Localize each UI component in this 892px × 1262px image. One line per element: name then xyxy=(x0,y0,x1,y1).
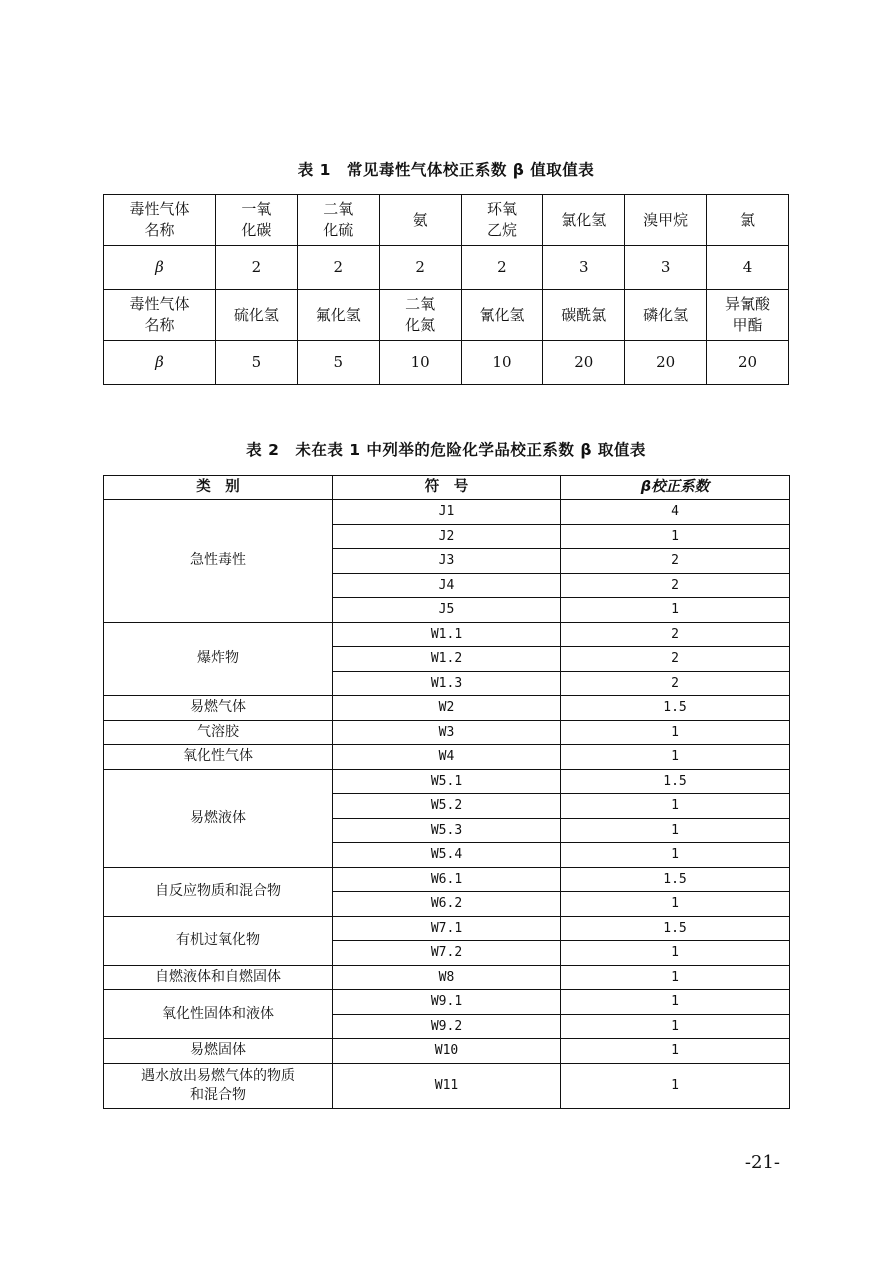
table2-category-cell: 急性毒性 xyxy=(104,500,333,623)
table1-gas-name: 碳酰氯 xyxy=(543,290,625,341)
table-row xyxy=(104,745,790,770)
table1-beta-value: 20 xyxy=(543,341,625,385)
table2-coefficient-cell: 1 xyxy=(561,598,790,623)
table1-beta-value: 4 xyxy=(707,246,789,290)
table-row xyxy=(104,696,790,721)
table2-symbol-cell: J4 xyxy=(333,573,561,598)
table2-symbol-cell: W3 xyxy=(333,720,561,745)
table2-coefficient-cell: 1 xyxy=(561,1039,790,1064)
table2-coefficient-cell: 2 xyxy=(561,671,790,696)
table1-gas-name: 溴甲烷 xyxy=(625,195,707,246)
table2-coefficient-cell: 1.5 xyxy=(561,696,790,721)
table1-gas-name: 氰化氢 xyxy=(461,290,543,341)
table1-gas-name: 二氧 化硫 xyxy=(297,195,379,246)
table2-coefficient-cell: 1 xyxy=(561,794,790,819)
table2-category-cell: 有机过氧化物 xyxy=(104,916,333,965)
table2-symbol-cell: W1.1 xyxy=(333,622,561,647)
table1-caption: 表 1 常见毒性气体校正系数 β 值取值表 xyxy=(297,161,595,179)
table2-symbol-cell: J1 xyxy=(333,500,561,525)
table2-category-cell: 遇水放出易燃气体的物质 和混合物 xyxy=(104,1063,333,1108)
table2-category-cell: 自反应物质和混合物 xyxy=(104,867,333,916)
table1-row-header-beta: β xyxy=(104,341,216,385)
table2-symbol-cell: W6.1 xyxy=(333,867,561,892)
table2-symbol-cell: W10 xyxy=(333,1039,561,1064)
table2-symbol-cell: W9.1 xyxy=(333,990,561,1015)
table1-gas-name: 磷化氢 xyxy=(625,290,707,341)
table2-header-category: 类 别 xyxy=(104,476,333,500)
table1-beta-value: 2 xyxy=(379,246,461,290)
table2-coefficient-cell: 1.5 xyxy=(561,867,790,892)
table2-coefficient-cell: 1 xyxy=(561,524,790,549)
table-row xyxy=(104,965,790,990)
table1-gas-name: 氯化氢 xyxy=(543,195,625,246)
table1-beta-value: 2 xyxy=(216,246,298,290)
table1-name-row-1 xyxy=(104,195,789,246)
table2-symbol-cell: J5 xyxy=(333,598,561,623)
table2-category-cell: 易燃固体 xyxy=(104,1039,333,1064)
table1-beta-value: 2 xyxy=(297,246,379,290)
table1-name-row-2 xyxy=(104,290,789,341)
table1-gas-name: 氟化氢 xyxy=(297,290,379,341)
table-row xyxy=(104,1039,790,1064)
table2-symbol-cell: W1.2 xyxy=(333,647,561,672)
table1-beta-value: 3 xyxy=(543,246,625,290)
table1-row-header-name: 毒性气体 名称 xyxy=(104,195,216,246)
table2-symbol-cell: W1.3 xyxy=(333,671,561,696)
table-row xyxy=(104,769,790,794)
table2-coefficient-cell: 1 xyxy=(561,818,790,843)
table1-gas-name: 氯 xyxy=(707,195,789,246)
table2-coefficient-cell: 1 xyxy=(561,745,790,770)
table2-header-coefficient: β校正系数 xyxy=(561,476,790,500)
table2-category-cell: 易燃气体 xyxy=(104,696,333,721)
table2-symbol-cell: W5.3 xyxy=(333,818,561,843)
table2-coefficient-cell: 1 xyxy=(561,1063,790,1108)
table2-coefficient-cell: 1 xyxy=(561,892,790,917)
table2-body xyxy=(104,476,790,1109)
table-row xyxy=(104,867,790,892)
table2-coefficient-cell: 2 xyxy=(561,573,790,598)
table1-row-header-name: 毒性气体 名称 xyxy=(104,290,216,341)
table2-header-row xyxy=(104,476,790,500)
table2-symbol-cell: W8 xyxy=(333,965,561,990)
table2-category-cell: 气溶胶 xyxy=(104,720,333,745)
table2-coefficient-cell: 1 xyxy=(561,843,790,868)
table2-symbol-cell: W9.2 xyxy=(333,1014,561,1039)
table1-beta-value: 5 xyxy=(216,341,298,385)
table2-category-cell: 氧化性气体 xyxy=(104,745,333,770)
table2-coefficient-cell: 2 xyxy=(561,549,790,574)
table2-category-cell: 易燃液体 xyxy=(104,769,333,867)
table2-category-cell: 自燃液体和自燃固体 xyxy=(104,965,333,990)
table2-symbol-cell: W7.1 xyxy=(333,916,561,941)
table2-coefficient-cell: 1 xyxy=(561,965,790,990)
table2-coefficient-cell: 4 xyxy=(561,500,790,525)
toxic-gas-beta-table xyxy=(103,194,789,385)
table2-coefficient-cell: 1 xyxy=(561,720,790,745)
table-row xyxy=(104,916,790,941)
table2-symbol-cell: J3 xyxy=(333,549,561,574)
table-row xyxy=(104,500,790,525)
table2-symbol-cell: W7.2 xyxy=(333,941,561,966)
table1-gas-name: 一氧 化碳 xyxy=(216,195,298,246)
table2-coefficient-cell: 1 xyxy=(561,941,790,966)
table2-symbol-cell: W2 xyxy=(333,696,561,721)
table-row xyxy=(104,720,790,745)
table2-header-symbol: 符 号 xyxy=(333,476,561,500)
table1-row-header-beta: β xyxy=(104,246,216,290)
table2-symbol-cell: W5.1 xyxy=(333,769,561,794)
table1-gas-name: 环氧 乙烷 xyxy=(461,195,543,246)
table2-symbol-cell: W6.2 xyxy=(333,892,561,917)
table1-gas-name: 氨 xyxy=(379,195,461,246)
table2-coefficient-cell: 2 xyxy=(561,647,790,672)
table-row xyxy=(104,1063,790,1108)
table1-beta-row-1 xyxy=(104,246,789,290)
table1-beta-value: 5 xyxy=(297,341,379,385)
table-row xyxy=(104,990,790,1015)
table2-coefficient-cell: 1 xyxy=(561,1014,790,1039)
table1-beta-row-2 xyxy=(104,341,789,385)
table2-coefficient-cell: 1.5 xyxy=(561,916,790,941)
table1-beta-value: 20 xyxy=(707,341,789,385)
hazardous-chemical-beta-table xyxy=(103,475,790,1109)
table2-symbol-cell: W4 xyxy=(333,745,561,770)
table2-caption: 表 2 未在表 1 中列举的危险化学品校正系数 β 取值表 xyxy=(246,441,646,459)
table1-beta-value: 3 xyxy=(625,246,707,290)
table2-category-cell: 爆炸物 xyxy=(104,622,333,696)
table2-symbol-cell: W11 xyxy=(333,1063,561,1108)
table1-beta-value: 10 xyxy=(461,341,543,385)
page-number: -21- xyxy=(744,1152,780,1173)
table1-gas-name: 二氧 化氮 xyxy=(379,290,461,341)
table2-symbol-cell: W5.2 xyxy=(333,794,561,819)
table2-coefficient-cell: 2 xyxy=(561,622,790,647)
table1-gas-name: 硫化氢 xyxy=(216,290,298,341)
table2-coefficient-cell: 1.5 xyxy=(561,769,790,794)
table2-coefficient-cell: 1 xyxy=(561,990,790,1015)
table1-gas-name: 异氰酸 甲酯 xyxy=(707,290,789,341)
table2-category-cell: 氧化性固体和液体 xyxy=(104,990,333,1039)
table1-beta-value: 2 xyxy=(461,246,543,290)
table-row xyxy=(104,622,790,647)
table2-symbol-cell: W5.4 xyxy=(333,843,561,868)
table2-symbol-cell: J2 xyxy=(333,524,561,549)
table1-beta-value: 20 xyxy=(625,341,707,385)
table1-beta-value: 10 xyxy=(379,341,461,385)
